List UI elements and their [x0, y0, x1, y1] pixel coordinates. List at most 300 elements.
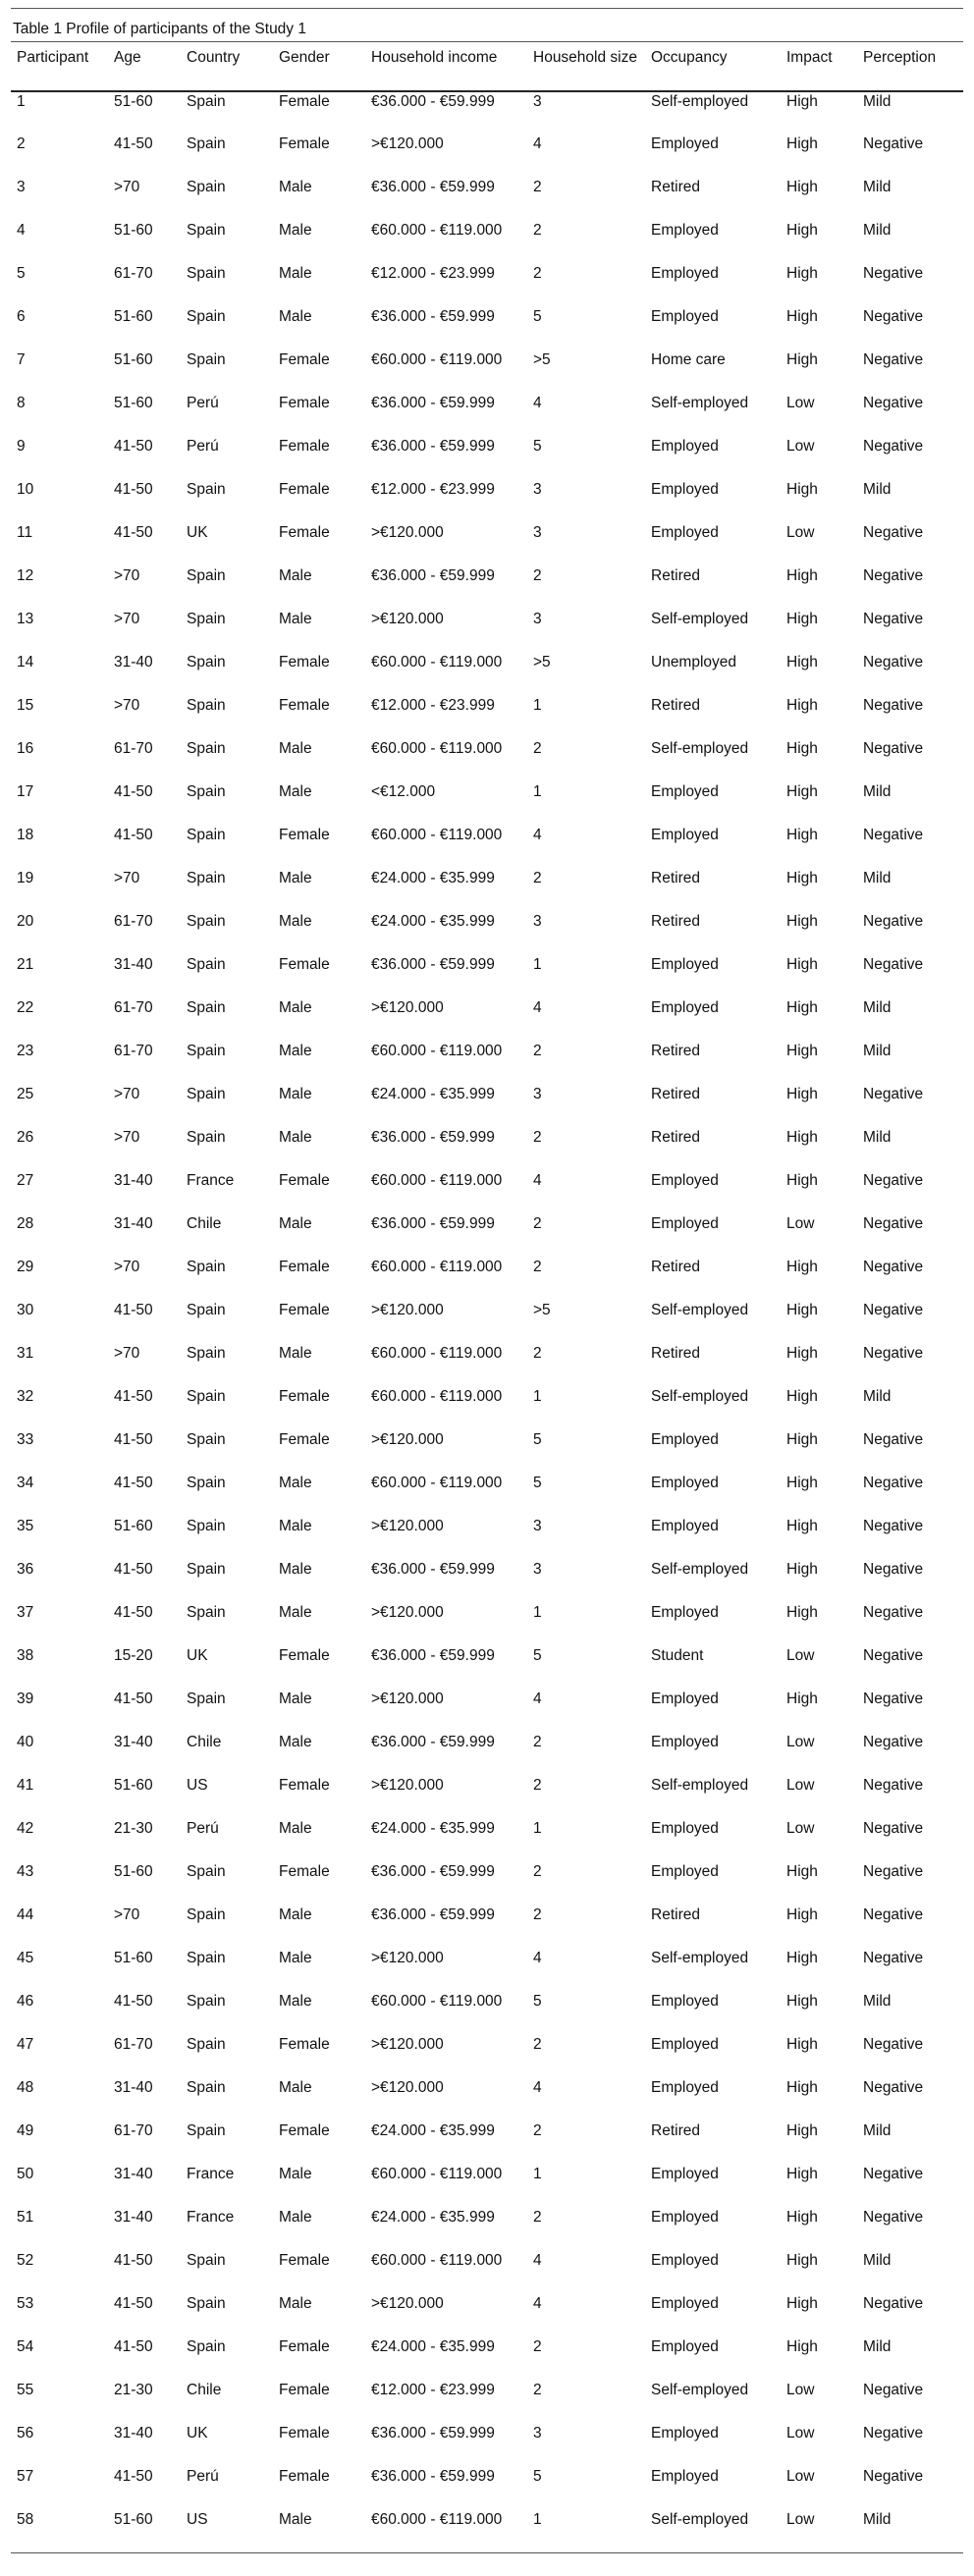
cell-household-size: 2: [533, 1905, 542, 1923]
cell-participant: 40: [17, 1733, 34, 1750]
cell-perception: Mild: [863, 2510, 892, 2528]
cell-occupancy: Employed: [651, 2467, 719, 2485]
cell-perception: Negative: [863, 394, 924, 411]
cell-participant: 29: [17, 1258, 34, 1275]
table-row: [11, 1776, 963, 1819]
header-row: [11, 42, 963, 91]
table-row: [11, 1387, 963, 1430]
cell-age: >70: [114, 178, 140, 195]
cell-household-income: >€120.000: [371, 1517, 444, 1534]
cell-participant: 8: [17, 394, 26, 411]
cell-age: >70: [114, 1905, 140, 1923]
table-row: [11, 869, 963, 912]
cell-impact: High: [786, 653, 818, 671]
cell-participant: 57: [17, 2467, 34, 2485]
table-row: [11, 1603, 963, 1646]
table-row: [11, 2121, 963, 2165]
cell-household-income: €24.000 - €35.999: [371, 912, 495, 930]
cell-impact: High: [786, 610, 818, 627]
cell-perception: Negative: [863, 1258, 924, 1275]
cell-country: Spain: [187, 1085, 226, 1102]
cell-country: Spain: [187, 1430, 226, 1448]
cell-household-size: 2: [533, 739, 542, 757]
cell-country: Spain: [187, 2035, 226, 2053]
cell-country: Spain: [187, 610, 226, 627]
cell-age: >70: [114, 1085, 140, 1102]
cell-impact: High: [786, 826, 818, 843]
cell-impact: High: [786, 1862, 818, 1880]
cell-age: 61-70: [114, 912, 153, 930]
cell-gender: Female: [279, 2035, 330, 2053]
cell-occupancy: Self-employed: [651, 2381, 749, 2398]
cell-participant: 50: [17, 2165, 34, 2182]
cell-impact: High: [786, 221, 818, 239]
cell-household-income: €36.000 - €59.999: [371, 1128, 495, 1146]
cell-household-income: €24.000 - €35.999: [371, 2121, 495, 2139]
cell-occupancy: Retired: [651, 1128, 700, 1146]
cell-participant: 39: [17, 1690, 34, 1707]
cell-household-size: 2: [533, 221, 542, 239]
cell-impact: Low: [786, 394, 815, 411]
cell-household-income: €36.000 - €59.999: [371, 394, 495, 411]
cell-household-income: €60.000 - €119.000: [371, 350, 503, 368]
cell-perception: Negative: [863, 912, 924, 930]
cell-occupancy: Retired: [651, 1042, 700, 1059]
cell-household-size: 2: [533, 2381, 542, 2398]
cell-age: 31-40: [114, 955, 153, 973]
cell-household-income: >€120.000: [371, 1949, 444, 1966]
cell-country: Spain: [187, 696, 226, 714]
cell-age: 31-40: [114, 2165, 153, 2182]
cell-household-size: 3: [533, 480, 542, 498]
table-row: [11, 610, 963, 653]
cell-participant: 47: [17, 2035, 34, 2053]
cell-impact: High: [786, 2337, 818, 2355]
cell-occupancy: Employed: [651, 307, 719, 325]
cell-occupancy: Employed: [651, 437, 719, 455]
table-row: [11, 2035, 963, 2078]
cell-household-income: €60.000 - €119.000: [371, 1992, 503, 2010]
cell-occupancy: Employed: [651, 826, 719, 843]
cell-gender: Female: [279, 2467, 330, 2485]
cell-perception: Negative: [863, 2035, 924, 2053]
cell-occupancy: Employed: [651, 1214, 719, 1232]
cell-gender: Female: [279, 955, 330, 973]
cell-gender: Male: [279, 221, 312, 239]
cell-perception: Mild: [863, 178, 892, 195]
cell-household-income: €60.000 - €119.000: [371, 826, 503, 843]
table-row: [11, 1214, 963, 1258]
cell-country: Spain: [187, 826, 226, 843]
cell-household-income: €60.000 - €119.000: [371, 1474, 503, 1491]
table-row: [11, 566, 963, 610]
cell-impact: High: [786, 134, 818, 152]
cell-occupancy: Employed: [651, 955, 719, 973]
header-participant: Participant: [17, 49, 89, 66]
cell-household-income: €60.000 - €119.000: [371, 739, 503, 757]
table-row: [11, 1171, 963, 1214]
cell-age: 41-50: [114, 134, 153, 152]
cell-participant: 2: [17, 134, 26, 152]
cell-country: Chile: [187, 1214, 222, 1232]
header-gender: Gender: [279, 49, 330, 66]
cell-gender: Male: [279, 1214, 312, 1232]
cell-participant: 9: [17, 437, 26, 455]
cell-gender: Female: [279, 1776, 330, 1794]
cell-occupancy: Employed: [651, 2165, 719, 2182]
cell-gender: Female: [279, 134, 330, 152]
cell-household-size: 2: [533, 1776, 542, 1794]
cell-country: Spain: [187, 739, 226, 757]
cell-perception: Mild: [863, 1042, 892, 1059]
cell-perception: Negative: [863, 1214, 924, 1232]
cell-participant: 5: [17, 264, 26, 282]
cell-age: 41-50: [114, 480, 153, 498]
cell-participant: 37: [17, 1603, 34, 1621]
cell-household-size: 2: [533, 1733, 542, 1750]
cell-household-income: €36.000 - €59.999: [371, 1733, 495, 1750]
cell-occupancy: Self-employed: [651, 610, 749, 627]
cell-gender: Female: [279, 1387, 330, 1405]
cell-country: Spain: [187, 2337, 226, 2355]
cell-perception: Negative: [863, 1646, 924, 1664]
cell-age: 51-60: [114, 1517, 153, 1534]
cell-household-size: 1: [533, 955, 542, 973]
cell-gender: Male: [279, 2078, 312, 2096]
cell-participant: 42: [17, 1819, 34, 1837]
cell-country: France: [187, 2208, 235, 2226]
cell-impact: High: [786, 782, 818, 800]
cell-participant: 33: [17, 1430, 34, 1448]
cell-gender: Male: [279, 1949, 312, 1966]
cell-country: Spain: [187, 1128, 226, 1146]
cell-household-income: €60.000 - €119.000: [371, 1258, 503, 1275]
cell-occupancy: Retired: [651, 912, 700, 930]
header-country: Country: [187, 49, 241, 66]
cell-gender: Male: [279, 566, 312, 584]
cell-impact: High: [786, 998, 818, 1016]
table-row: [11, 1430, 963, 1474]
cell-impact: High: [786, 480, 818, 498]
cell-age: 31-40: [114, 2078, 153, 2096]
table-row: [11, 2510, 963, 2553]
cell-gender: Female: [279, 2424, 330, 2442]
cell-impact: High: [786, 2208, 818, 2226]
cell-country: France: [187, 2165, 235, 2182]
cell-household-size: 4: [533, 998, 542, 1016]
cell-gender: Male: [279, 178, 312, 195]
table-row: [11, 437, 963, 480]
cell-occupancy: Employed: [651, 1603, 719, 1621]
cell-gender: Female: [279, 394, 330, 411]
cell-impact: High: [786, 178, 818, 195]
cell-age: 41-50: [114, 1430, 153, 1448]
cell-impact: High: [786, 307, 818, 325]
cell-impact: High: [786, 1344, 818, 1362]
cell-perception: Negative: [863, 1517, 924, 1534]
cell-gender: Male: [279, 307, 312, 325]
cell-perception: Negative: [863, 264, 924, 282]
cell-impact: Low: [786, 1646, 815, 1664]
cell-country: Spain: [187, 955, 226, 973]
cell-occupancy: Retired: [651, 2121, 700, 2139]
cell-household-size: 4: [533, 2294, 542, 2312]
cell-gender: Female: [279, 826, 330, 843]
cell-age: 61-70: [114, 2035, 153, 2053]
cell-impact: High: [786, 1387, 818, 1405]
cell-household-income: €36.000 - €59.999: [371, 1646, 495, 1664]
cell-household-income: €24.000 - €35.999: [371, 1819, 495, 1837]
cell-country: Spain: [187, 2078, 226, 2096]
cell-participant: 21: [17, 955, 34, 973]
cell-participant: 17: [17, 782, 34, 800]
table-row: [11, 523, 963, 566]
cell-perception: Negative: [863, 350, 924, 368]
cell-occupancy: Employed: [651, 221, 719, 239]
cell-household-income: >€120.000: [371, 1690, 444, 1707]
cell-impact: High: [786, 696, 818, 714]
cell-impact: High: [786, 2251, 818, 2269]
cell-country: France: [187, 1171, 235, 1189]
cell-household-income: €36.000 - €59.999: [371, 307, 495, 325]
cell-household-income: €36.000 - €59.999: [371, 1214, 495, 1232]
cell-impact: High: [786, 2121, 818, 2139]
cell-country: Spain: [187, 2251, 226, 2269]
cell-gender: Male: [279, 1690, 312, 1707]
cell-household-size: 3: [533, 912, 542, 930]
table-row: [11, 2467, 963, 2510]
cell-impact: High: [786, 566, 818, 584]
cell-participant: 1: [17, 92, 26, 110]
cell-perception: Negative: [863, 1603, 924, 1621]
cell-impact: High: [786, 2035, 818, 2053]
cell-impact: High: [786, 1560, 818, 1578]
cell-occupancy: Employed: [651, 1690, 719, 1707]
cell-occupancy: Employed: [651, 2035, 719, 2053]
cell-household-income: >€120.000: [371, 1301, 444, 1318]
cell-perception: Negative: [863, 1862, 924, 1880]
cell-household-income: >€120.000: [371, 610, 444, 627]
cell-participant: 34: [17, 1474, 34, 1491]
cell-occupancy: Employed: [651, 2337, 719, 2355]
cell-household-size: 4: [533, 1690, 542, 1707]
cell-gender: Female: [279, 437, 330, 455]
cell-occupancy: Employed: [651, 1171, 719, 1189]
cell-age: 41-50: [114, 1387, 153, 1405]
cell-participant: 13: [17, 610, 34, 627]
cell-impact: High: [786, 2294, 818, 2312]
cell-occupancy: Employed: [651, 2251, 719, 2269]
table-row: [11, 826, 963, 869]
cell-participant: 18: [17, 826, 34, 843]
cell-household-income: €36.000 - €59.999: [371, 2424, 495, 2442]
table-row: [11, 912, 963, 955]
cell-impact: High: [786, 1128, 818, 1146]
table-row: [11, 1733, 963, 1776]
cell-participant: 46: [17, 1992, 34, 2010]
table-row: [11, 998, 963, 1042]
cell-participant: 12: [17, 566, 34, 584]
cell-household-size: 2: [533, 2035, 542, 2053]
cell-perception: Negative: [863, 696, 924, 714]
cell-perception: Negative: [863, 2208, 924, 2226]
cell-perception: Negative: [863, 1905, 924, 1923]
table-row: [11, 264, 963, 307]
cell-household-size: 5: [533, 1430, 542, 1448]
cell-household-size: 2: [533, 1344, 542, 1362]
cell-country: UK: [187, 1646, 208, 1664]
cell-household-income: >€120.000: [371, 2294, 444, 2312]
cell-household-income: >€120.000: [371, 998, 444, 1016]
cell-participant: 15: [17, 696, 34, 714]
cell-household-income: >€120.000: [371, 1430, 444, 1448]
cell-household-size: 2: [533, 264, 542, 282]
cell-household-income: €12.000 - €23.999: [371, 696, 495, 714]
cell-age: 41-50: [114, 1560, 153, 1578]
cell-country: Spain: [187, 653, 226, 671]
cell-age: 41-50: [114, 782, 153, 800]
cell-occupancy: Employed: [651, 2294, 719, 2312]
cell-perception: Negative: [863, 1819, 924, 1837]
cell-participant: 48: [17, 2078, 34, 2096]
header-occupancy: Occupancy: [651, 49, 728, 66]
table-row: [11, 134, 963, 178]
cell-impact: High: [786, 92, 818, 110]
cell-participant: 4: [17, 221, 26, 239]
cell-participant: 54: [17, 2337, 34, 2355]
cell-perception: Negative: [863, 2078, 924, 2096]
table-row: [11, 2294, 963, 2337]
cell-perception: Negative: [863, 1171, 924, 1189]
cell-household-size: 2: [533, 1214, 542, 1232]
cell-country: Spain: [187, 1258, 226, 1275]
cell-age: 41-50: [114, 2251, 153, 2269]
cell-participant: 52: [17, 2251, 34, 2269]
cell-participant: 6: [17, 307, 26, 325]
table-row: [11, 1992, 963, 2035]
cell-household-size: 4: [533, 1171, 542, 1189]
cell-age: 51-60: [114, 2510, 153, 2528]
cell-household-income: €36.000 - €59.999: [371, 566, 495, 584]
cell-perception: Negative: [863, 2467, 924, 2485]
cell-country: Spain: [187, 869, 226, 886]
cell-country: Spain: [187, 1042, 226, 1059]
cell-household-size: 4: [533, 826, 542, 843]
cell-country: Perú: [187, 1819, 219, 1837]
cell-gender: Male: [279, 869, 312, 886]
cell-age: 51-60: [114, 1862, 153, 1880]
cell-household-income: €36.000 - €59.999: [371, 1905, 495, 1923]
cell-country: Perú: [187, 437, 219, 455]
cell-country: Spain: [187, 1387, 226, 1405]
cell-impact: High: [786, 1992, 818, 2010]
cell-gender: Female: [279, 696, 330, 714]
cell-perception: Negative: [863, 653, 924, 671]
header-impact: Impact: [786, 49, 833, 66]
cell-gender: Female: [279, 653, 330, 671]
cell-participant: 53: [17, 2294, 34, 2312]
cell-participant: 10: [17, 480, 34, 498]
table-row: [11, 307, 963, 350]
cell-household-income: €24.000 - €35.999: [371, 2208, 495, 2226]
cell-impact: High: [786, 1085, 818, 1102]
participants-table: [11, 41, 963, 2553]
cell-perception: Mild: [863, 2251, 892, 2269]
cell-household-income: >€120.000: [371, 523, 444, 541]
cell-country: Chile: [187, 1733, 222, 1750]
cell-household-size: 2: [533, 1258, 542, 1275]
cell-country: Spain: [187, 782, 226, 800]
cell-occupancy: Employed: [651, 1862, 719, 1880]
cell-age: 51-60: [114, 307, 153, 325]
cell-household-income: €36.000 - €59.999: [371, 955, 495, 973]
cell-household-size: 1: [533, 696, 542, 714]
cell-occupancy: Retired: [651, 178, 700, 195]
cell-impact: Low: [786, 2381, 815, 2398]
cell-participant: 22: [17, 998, 34, 1016]
cell-occupancy: Retired: [651, 566, 700, 584]
cell-household-size: 2: [533, 1128, 542, 1146]
table-row: [11, 1301, 963, 1344]
cell-household-income: €12.000 - €23.999: [371, 2381, 495, 2398]
cell-impact: High: [786, 912, 818, 930]
cell-impact: Low: [786, 2424, 815, 2442]
cell-participant: 20: [17, 912, 34, 930]
header-age: Age: [114, 49, 141, 66]
cell-gender: Male: [279, 1819, 312, 1837]
cell-gender: Male: [279, 1085, 312, 1102]
cell-country: Spain: [187, 92, 226, 110]
cell-perception: Mild: [863, 1387, 892, 1405]
cell-age: 51-60: [114, 394, 153, 411]
cell-household-income: €60.000 - €119.000: [371, 1042, 503, 1059]
cell-age: 51-60: [114, 350, 153, 368]
cell-age: 41-50: [114, 1474, 153, 1491]
cell-country: Spain: [187, 1603, 226, 1621]
cell-occupancy: Employed: [651, 264, 719, 282]
cell-gender: Male: [279, 912, 312, 930]
cell-household-income: >€120.000: [371, 1603, 444, 1621]
cell-impact: Low: [786, 523, 815, 541]
cell-age: 31-40: [114, 1171, 153, 1189]
cell-perception: Negative: [863, 1344, 924, 1362]
cell-occupancy: Self-employed: [651, 2510, 749, 2528]
table-row: [11, 1128, 963, 1171]
cell-age: 41-50: [114, 1301, 153, 1318]
cell-country: Spain: [187, 912, 226, 930]
cell-household-income: €12.000 - €23.999: [371, 264, 495, 282]
cell-participant: 27: [17, 1171, 34, 1189]
cell-country: Spain: [187, 566, 226, 584]
cell-participant: 16: [17, 739, 34, 757]
cell-occupancy: Self-employed: [651, 1387, 749, 1405]
cell-household-size: 2: [533, 1862, 542, 1880]
cell-gender: Male: [279, 1992, 312, 2010]
cell-impact: High: [786, 1430, 818, 1448]
cell-household-income: €60.000 - €119.000: [371, 1387, 503, 1405]
cell-household-income: €36.000 - €59.999: [371, 1560, 495, 1578]
cell-household-size: 2: [533, 178, 542, 195]
table-row: [11, 1905, 963, 1949]
cell-household-size: 5: [533, 1474, 542, 1491]
cell-household-size: 2: [533, 2121, 542, 2139]
cell-gender: Male: [279, 2294, 312, 2312]
cell-household-size: 2: [533, 566, 542, 584]
cell-household-size: 3: [533, 1517, 542, 1534]
table-row: [11, 1646, 963, 1690]
cell-impact: High: [786, 2078, 818, 2096]
table-row: [11, 2337, 963, 2381]
